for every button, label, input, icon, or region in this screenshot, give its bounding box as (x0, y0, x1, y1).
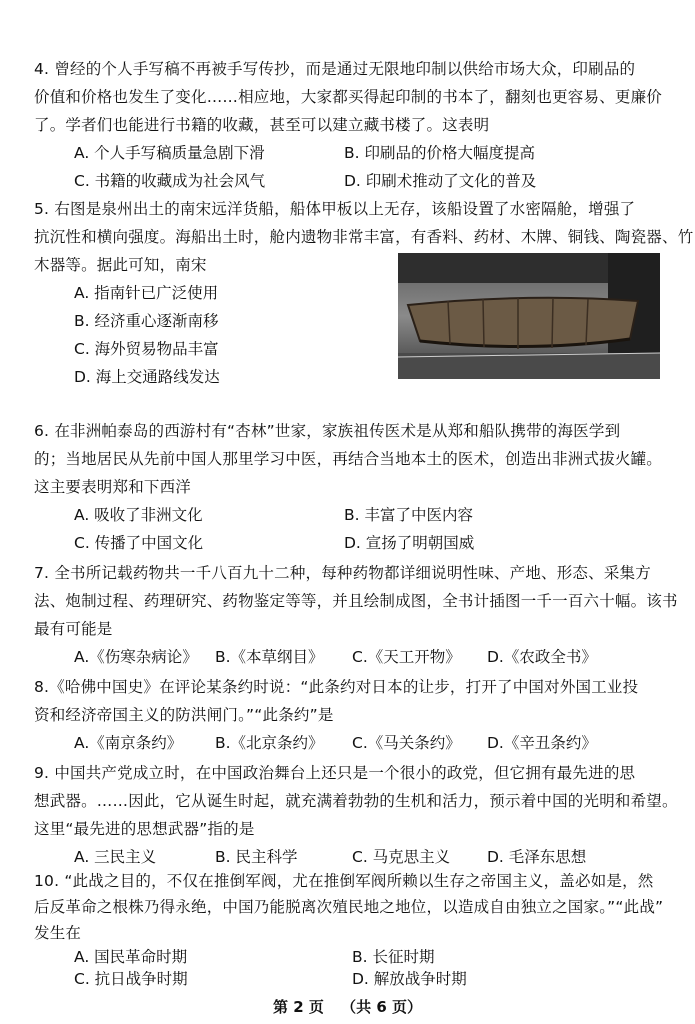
q4-option-b: B. 印刷品的价格大幅度提高 (344, 144, 535, 162)
q6-line1: 6. 在非洲帕泰岛的西游村有“杏林”世家，家族祖传医术是从郑和船队携带的海医学到 (34, 422, 621, 440)
q10-line3: 发生在 (34, 924, 82, 942)
q8-option-a: A.《南京条约》 (74, 734, 183, 752)
page-total: （共 6 页） (341, 998, 422, 1016)
q10-line2: 后反革命之根株乃得永绝，中国乃能脱离次殖民地之地位，以造成自由独立之国家。”“此战” (34, 898, 664, 916)
q7-option-d: D.《农政全书》 (487, 648, 597, 666)
q6-line2: 的；当地居民从先前中国人那里学习中医，再结合当地本土的医术，创造出非洲式拔火罐。 (34, 450, 663, 468)
q9-option-a: A. 三民主义 (74, 848, 157, 866)
q10-option-b: B. 长征时期 (352, 948, 435, 966)
q4-option-a: A. 个人手写稿质量急剧下滑 (74, 144, 265, 162)
q5-option-b: B. 经济重心逐渐南移 (74, 312, 219, 330)
q8-line2: 资和经济帝国主义的防洪闸门。”“此条约”是 (34, 706, 334, 724)
q5-option-a: A. 指南针已广泛使用 (74, 284, 219, 302)
q6-option-a: A. 吸收了非洲文化 (74, 506, 203, 524)
q5-option-d: D. 海上交通路线发达 (74, 368, 220, 386)
q6-line3: 这主要表明郑和下西洋 (34, 478, 192, 496)
q7-line1: 7. 全书所记载药物共一千八百九十二种，每种药物都详细说明性味、产地、形态、采集方 (34, 564, 651, 582)
q7-option-a: A.《伤寒杂病论》 (74, 648, 198, 666)
q6-option-b: B. 丰富了中医内容 (344, 506, 473, 524)
page-footer (0, 996, 695, 1017)
q6-option-c: C. 传播了中国文化 (74, 534, 204, 552)
q4-line2: 价值和价格也发生了变化……相应地，大家都买得起印制的书本了，翻刻也更容易、更廉价 (34, 88, 663, 106)
q4-option-c: C. 书籍的收藏成为社会风气 (74, 172, 266, 190)
q8-option-c: C.《马关条约》 (352, 734, 461, 752)
ship-image (398, 253, 660, 379)
q9-line2: 想武器。……因此，它从诞生时起，就充满着勃勃的生机和活力，预示着中国的光明和希望。 (34, 792, 678, 810)
q6-option-d: D. 宣扬了明朝国威 (344, 534, 475, 552)
q5-line2: 抗沉性和横向强度。海船出土时，舱内遗物非常丰富，有香料、药材、木牌、铜钱、陶瓷器、竹 (34, 228, 694, 246)
q8-option-b: B.《北京条约》 (215, 734, 324, 752)
q4-option-d: D. 印刷术推动了文化的普及 (344, 172, 537, 190)
q7-option-c: C.《天工开物》 (352, 648, 461, 666)
q9-option-b: B. 民主科学 (215, 848, 298, 866)
q9-line3: 这里“最先进的思想武器”指的是 (34, 820, 255, 838)
q10-option-c: C. 抗日战争时期 (74, 970, 188, 988)
q10-option-d: D. 解放战争时期 (352, 970, 467, 988)
q4-line1: 4. 曾经的个人手写稿不再被手写传抄，而是通过无限地印制以供给市场大众，印刷品的 (34, 60, 636, 78)
q10-line1: 10. “此战之目的，不仅在推倒军阀，尤在推倒军阀所赖以生存之帝国主义，盖必如是，然 (34, 872, 654, 890)
q9-option-d: D. 毛泽东思想 (487, 848, 587, 866)
q9-line1: 9. 中国共产党成立时，在中国政治舞台上还只是一个很小的政党，但它拥有最先进的思 (34, 764, 636, 782)
q4-line3: 了。学者们也能进行书籍的收藏，甚至可以建立藏书楼了。这表明 (34, 116, 490, 134)
q9-option-c: C. 马克思主义 (352, 848, 451, 866)
q5-line1: 5. 右图是泉州出土的南宋远洋货船，船体甲板以上无存，该船设置了水密隔舱，增强了 (34, 200, 636, 218)
q5-option-c: C. 海外贸易物品丰富 (74, 340, 219, 358)
q10-option-a: A. 国民革命时期 (74, 948, 188, 966)
q7-line2: 法、炮制过程、药理研究、药物鉴定等等，并且绘制成图，全书计插图一千一百六十幅。该书 (34, 592, 678, 610)
ship-photo (398, 253, 660, 379)
q8-line1: 8.《哈佛中国史》在评论某条约时说：“此条约对日本的让步，打开了中国对外国工业投 (34, 678, 639, 696)
q5-line3: 木器等。据此可知，南宋 (34, 256, 207, 274)
page-number: 第 2 页 (272, 998, 324, 1016)
q7-line3: 最有可能是 (34, 620, 113, 638)
q8-option-d: D.《辛丑条约》 (487, 734, 597, 752)
q7-option-b: B.《本草纲目》 (215, 648, 324, 666)
